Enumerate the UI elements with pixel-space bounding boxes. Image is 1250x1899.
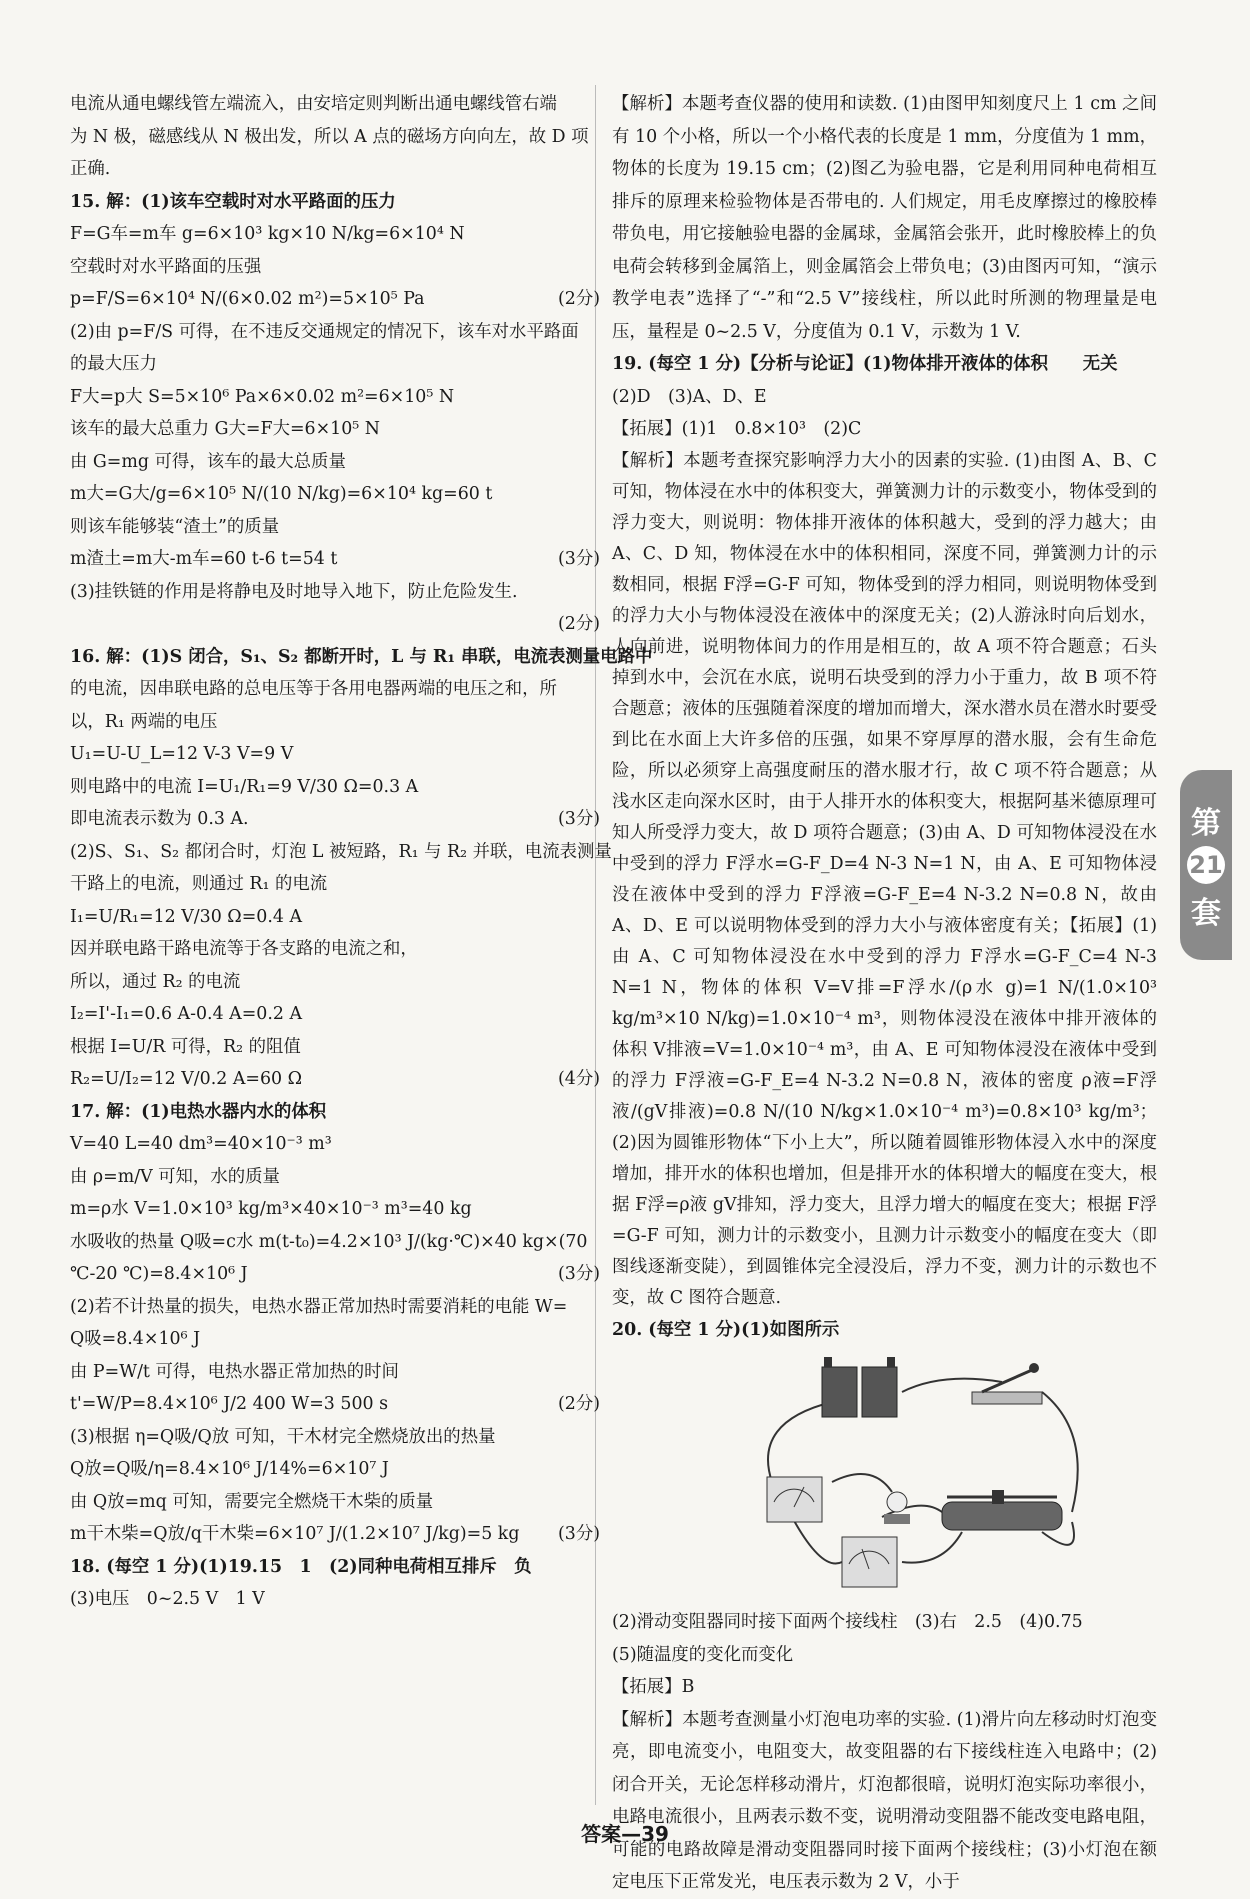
score-label: (2分) <box>557 289 600 309</box>
text-line: 由 ρ=m/V 可知，水的质量 <box>70 1166 280 1187</box>
equation: Q放=Q吸/η=8.4×10⁶ J/14%=6×10⁷ J <box>70 1459 389 1479</box>
text-line: 则该车能够装“渣土”的质量 <box>70 516 280 537</box>
q20-analysis: 【解析】本题考查测量小灯泡电功率的实验. (1)滑片向左移动时灯泡变亮，即电流变小，电阻变大，故变阻器的右下接线柱连入电路中；(2)闭合开关，无论怎样移动滑片，灯泡都很暗，说明灯泡实际功率很小，电路电流很小，且两表示数不变，说明滑动变阻器不能改变电路电阻，可能的电路故障是滑动变阻器同时接下面两个接线柱；(3)小灯泡在额定电压下正常发光，电压表示数为 2 V，小于 <box>612 1709 1157 1892</box>
text-line: F大=p大 S=5×10⁶ Pa×6×0.02 m²=6×10⁵ N <box>70 386 455 407</box>
equation: ℃-20 ℃)=8.4×10⁶ J <box>70 1264 248 1284</box>
equation: U₁=U-U_L=12 V-3 V=9 V <box>70 744 294 764</box>
text-line: 电流从通电螺线管左端流入，由安培定则判断出通电螺线管右端 <box>70 94 557 114</box>
voltmeter-icon <box>842 1537 897 1587</box>
text-line: 正确. <box>70 159 111 179</box>
text-line: 由 G=mg 可得，该车的最大总质量 <box>70 451 346 472</box>
q18-heading: 18. (每空 1 分)(1)19.15 1 (2)同种电荷相互排斥 负 <box>70 1556 532 1577</box>
equation: m=ρ水 V=1.0×10³ kg/m³×40×10⁻³ m³=40 kg <box>70 1199 472 1219</box>
equation-row <box>70 1388 600 1421</box>
text-line: (2)D (3)A、D、E <box>612 386 767 407</box>
tab-number: 21 <box>1187 846 1225 884</box>
text-line: F=G车=m车 g=6×10³ kg×10 N/kg=6×10⁴ N <box>70 224 465 244</box>
equation: I₁=U/R₁=12 V/30 Ω=0.4 A <box>70 906 303 927</box>
score-label: (3分) <box>557 1264 600 1284</box>
equation: 则电路中的电流 I=U₁/R₁=9 V/30 Ω=0.3 A <box>70 776 419 797</box>
text-line: 由 P=W/t 可得，电热水器正常加热的时间 <box>70 1361 399 1382</box>
text-row <box>70 803 600 836</box>
text-line: 水吸收的热量 Q吸=c水 m(t-t₀)=4.2×10³ J/(kg·℃)×40 kg×(70 <box>70 1231 588 1252</box>
text-line: (3)挂铁链的作用是将静电及时地导入地下，防止危险发生. <box>70 581 518 602</box>
equation-row <box>70 1063 600 1096</box>
equation: m渣土=m大-m车=60 t-6 t=54 t <box>70 549 338 569</box>
q19-analysis: 【解析】本题考查探究影响浮力大小的因素的实验. (1)由图 A、B、C 可知，物体浸在水中的体积变大，弹簧测力计的示数变小，物体受到的浮力变大，则说明：物体排开液体的体积越大，受到的浮力越大；由 A、C、D 知，物体浸在水中的体积相同，深度不同，弹簧测力计的示数相同，根据 F浮=G-F 可知，物体受到的浮力相同，则说明物体受到的浮力大小与物体浸没在液体中的深度无关；(2)人游泳时向后划水，人向前进，说明物体间力的作用是相互的，故 A 项不符合题意；石头掉到水中，会沉在水底，说明石块受到的浮力小于重力，故 B 项不符合题意；液体的压强随着深度的增加而增大，深水潜水员在潜水时要受到比在水面上大许多倍的压强，如果不穿厚厚的潜水服，会有生命危险，所以必须穿上高强度耐压的潜水服才行，故 C 项不符合题意；从浅水区走向深水区时，由于人排开水的体积变大，根据阿基米德原理可知人所受浮力变大，故 D 项符合题意；(3)由 A、D 可知物体浸没在水中受到的浮力 F浮水=G-F_D=4 N-3 N=1 N，由 A、E 可知物体浸没在液体中受到的浮力 F浮液=G-F_E=4 N-3.2 N=0.8 N，故由 A、D、E 可以说明物体受到的浮力大小与液体密度有关；【拓展】(1)由 A、C 可知物体浸没在水中受到的浮力 F浮水=G-F_C=4 N-3 N=1 N，物体的体积 V=V排=F浮水/(ρ水 g)=1 N/(1.0×10³ kg/m³×10 N/kg)=1.0×10⁻⁴ m³，则物体浸没在液体中排开液体的体积 V排液=V=1.0×10⁻⁴ m³，由 A、E 可知物体浸没在液体中受到的浮力 F浮液=G-F_E=4 N-3.2 N=0.8 N，液体的密度 ρ液=F浮液/(gV排液)=0.8 N/(10 N/kg×1.0×10⁻⁴ m³)=0.8×10³ kg/m³；(2)因为圆锥形物体“下小上大”，所以随着圆锥形物体浸入水中的深度增加，排开水的体积也增加，但是排开水的体积增大的幅度在变大，根据 F浮=ρ液 gV排知，浮力变大，且浮力增大的幅度在变大；根据 F浮=G-F 可知，测力计的示数变小，且测力计示数变小的幅度在变大（即图线逐渐变陡），到圆锥体完全浸没后，浮力不变，测力计的示数也不变，故 C 图符合题意. <box>612 450 1157 1308</box>
text-line: (2)S、S₁、S₂ 都闭合时，灯泡 L 被短路，R₁ 与 R₂ 并联，电流表测量 <box>70 841 612 862</box>
equation: m大=G大/g=6×10⁵ N/(10 N/kg)=6×10⁴ kg=60 t <box>70 484 493 504</box>
equation-row <box>70 1258 600 1291</box>
equation: m干木柴=Q放/q干木柴=6×10⁷ J/(1.2×10⁷ J/kg)=5 kg <box>70 1524 520 1544</box>
equation-row <box>70 543 600 576</box>
equation-row <box>70 1518 600 1551</box>
q16-heading: 16. 解：(1)S 闭合，S₁、S₂ 都断开时，L 与 R₁ 串联，电流表测量电路中 <box>70 646 653 667</box>
equation-row <box>70 283 600 316</box>
tab-di: 第 <box>1191 806 1221 841</box>
score-label: (3分) <box>557 1524 600 1544</box>
text-line: 所以，通过 R₂ 的电流 <box>70 971 241 992</box>
right-column <box>612 88 1157 1899</box>
score-label: (2分) <box>557 1394 600 1414</box>
equation: R₂=U/I₂=12 V/0.2 A=60 Ω <box>70 1069 303 1089</box>
left-column <box>70 88 653 1616</box>
text-line: 的电流，因串联电路的总电压等于各用电器两端的电压之和，所 <box>70 679 557 699</box>
score-label: (3分) <box>557 809 600 829</box>
q18-analysis: 【解析】本题考查仪器的使用和读数. (1)由图甲知刻度尺上 1 cm 之间有 10 个小格，所以一个小格代表的长度是 1 mm，分度值为 1 mm，物体的长度为 19.15 cm；(2)图乙为验电器，它是利用同种电荷相互排斥的原理来检验物体是否带电的. 人们规定，用毛皮摩擦过的橡胶棒带负电，用它接触验电器的金属球，金属箔会张开，此时橡胶棒上的负电荷会转移到金属箔上，则金属箔会上带负电；(3)由图丙可知，“演示教学电表”选择了“-”和“2.5 V”接线柱，所以此时所测的物理量是电压，量程是 0~2.5 V，分度值为 0.1 V，示数为 1 V. <box>612 94 1157 342</box>
score-label: (4分) <box>557 1069 600 1089</box>
text-line: 该车的最大总重力 G大=F大=6×10⁵ N <box>70 419 381 439</box>
ammeter-icon <box>767 1477 822 1522</box>
q15-heading: 15. 解：(1)该车空载时对水平路面的压力 <box>70 191 396 212</box>
text-line: (2)由 p=F/S 可得，在不违反交通规定的情况下，该车对水平路面 <box>70 321 579 342</box>
text-line: 因并联电路干路电流等于各支路的电流之和， <box>70 939 418 959</box>
text-line: 为 N 极，磁感线从 N 极出发，所以 A 点的磁场方向向左，故 D 项 <box>70 126 589 147</box>
rheostat-icon <box>942 1490 1062 1530</box>
text-line: 由 Q放=mq 可知，需要完全燃烧干木柴的质量 <box>70 1491 434 1512</box>
q19-heading: 19. (每空 1 分)【分析与论证】(1)物体排开液体的体积 无关 <box>612 354 1118 374</box>
switch-icon <box>972 1363 1042 1404</box>
equation: p=F/S=6×10⁴ N/(6×0.02 m²)=5×10⁵ Pa <box>70 289 425 309</box>
q17-heading: 17. 解：(1)电热水器内水的体积 <box>70 1101 327 1122</box>
text-line: 【拓展】(1)1 0.8×10³ (2)C <box>612 419 862 439</box>
text-line: 【拓展】B <box>612 1677 695 1697</box>
text-line: 根据 I=U/R 可得，R₂ 的阻值 <box>70 1036 301 1057</box>
text-line: (2)滑动变阻器同时接下面两个接线柱 (3)右 2.5 (4)0.75 <box>612 1612 1083 1632</box>
page-footer: 答案—39 <box>581 1822 669 1846</box>
text-line: 的最大压力 <box>70 354 157 374</box>
equation: V=40 L=40 dm³=40×10⁻³ m³ <box>70 1134 332 1154</box>
equation: t'=W/P=8.4×10⁶ J/2 400 W=3 500 s <box>70 1394 389 1414</box>
q20-heading: 20. (每空 1 分)(1)如图所示 <box>612 1319 840 1340</box>
circuit-diagram <box>712 1352 1092 1602</box>
text-line: 即电流表示数为 0.3 A. <box>70 809 249 829</box>
equation: I₂=I'-I₁=0.6 A-0.4 A=0.2 A <box>70 1004 303 1024</box>
set-number-tab <box>1180 770 1232 960</box>
text-line: (2)若不计热量的损失，电热水器正常加热时需要消耗的电能 W= <box>70 1296 568 1317</box>
tab-tao: 套 <box>1191 896 1221 931</box>
score-label: (2分) <box>557 614 600 634</box>
equation: Q吸=8.4×10⁶ J <box>70 1329 201 1349</box>
text-line: (3)根据 η=Q吸/Q放 可知，干木材完全燃烧放出的热量 <box>70 1426 496 1447</box>
text-line: 以，R₁ 两端的电压 <box>70 711 218 732</box>
text-line: (3)电压 0~2.5 V 1 V <box>70 1589 265 1609</box>
text-line: 干路上的电流，则通过 R₁ 的电流 <box>70 874 328 894</box>
text-line: 空载时对水平路面的压强 <box>70 256 262 277</box>
score-label: (3分) <box>557 549 600 569</box>
text-line: (5)随温度的变化而变化 <box>612 1644 794 1665</box>
battery-icon <box>822 1357 897 1417</box>
score-row <box>70 608 600 641</box>
